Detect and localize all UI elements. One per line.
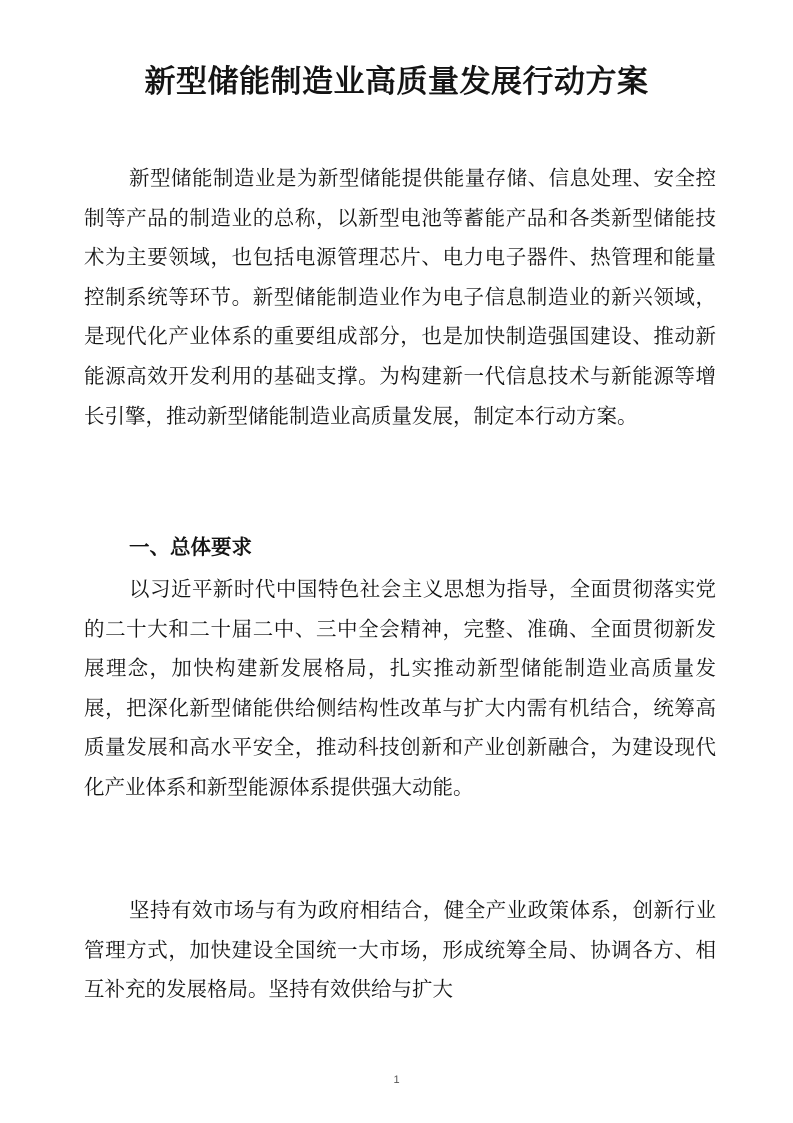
intro-paragraph: 新型储能制造业是为新型储能提供能量存储、信息处理、安全控制等产品的制造业的总称，以新型电池等蓄能产品和各类新型储能技术为主要领域，也包括电源管理芯片、电力电子器件、热管理和能量控制系统等环节。新型储能制造业作为电子信息制造业的新兴领域，是现代化产业体系的重要组成部分，也是加快制造强国建设、推动新能源高效开发利用的基础支撑。为构建新一代信息技术与新能源等增长引擎，推动新型储能制造业高质量发展，制定本行动方案。 (84, 166, 716, 428)
principles-paragraph: 坚持有效市场与有为政府相结合，健全产业政策体系，创新行业管理方式，加快建设全国统一大市场，形成统筹全局、协调各方、相互补充的发展格局。坚持有效供给与扩大 (84, 898, 716, 1002)
section-heading-general-requirements: 一、总体要求 (129, 535, 252, 559)
page-number: 1 (393, 1074, 400, 1086)
document-title: 新型储能制造业高质量发展行动方案 (144, 64, 649, 100)
guiding-ideology-paragraph: 以习近平新时代中国特色社会主义思想为指导，全面贯彻落实党的二十大和二十届二中、三中全会精神，完整、准确、全面贯彻新发展理念，加快构建新发展格局，扎实推动新型储能制造业高质量发展，把深化新型储能供给侧结构性改革与扩大内需有机结合，统筹高质量发展和高水平安全，推动科技创新和产业创新融合，为建设现代化产业体系和新型能源体系提供强大动能。 (84, 577, 716, 799)
